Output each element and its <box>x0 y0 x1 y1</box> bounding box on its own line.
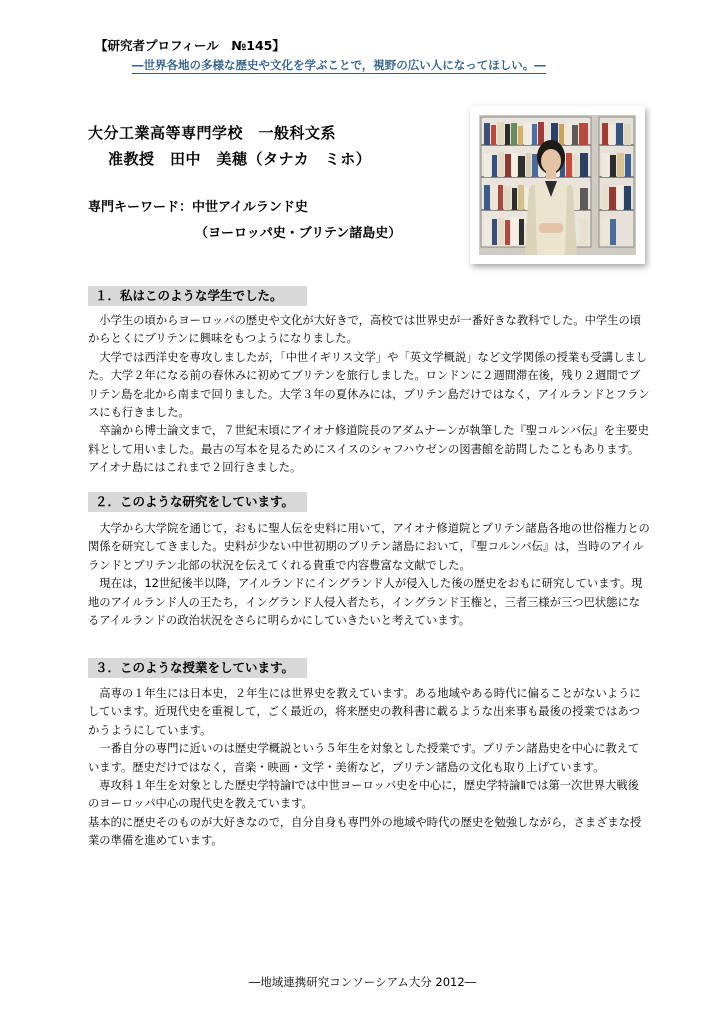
portrait-image <box>479 115 636 255</box>
profile-number-title: 【研究者プロフィール №145】 <box>95 38 285 53</box>
section-2-body <box>88 520 650 630</box>
section-3-paragraph: 一番自分の専門に近いのは歴史学概説という５年生を対象とした授業です。ブリテン諸島史を中心に教えています。歴史だけではなく，音楽・映画・文学・美術など，ブリテン諸島の文化も取り上げています。 <box>88 742 640 774</box>
section-1-body <box>88 312 650 478</box>
research-keyword-sub: （ヨーロッパ史・ブリテン諸島史） <box>195 226 402 241</box>
section-1-paragraph: 大学では西洋史を専攻しましたが，「中世イギリス文学」や「英文学概説」など文学関係の授業も受講しました。大学２年になる前の春休みに初めてブリテンを旅行しました。ロンドンに２週間滞在後，残り２週間でブリテン島を北から南まで回りました。大学３年の夏休みには，ブリテン島だけではなく，アイルランドとフランスにも行きました。 <box>88 350 650 420</box>
school-name: 大分工業高等専門学校 一般科文系 <box>88 124 337 142</box>
section-3-heading: ３．このような授業をしています。 <box>88 658 307 678</box>
profile-tagline: ―世界各地の多様な歴史や文化を学ぶことで，視野の広い人になってほしい。― <box>132 58 546 72</box>
footer-credit: ―地域連携研究コンソーシアム大分 2012― <box>248 975 477 989</box>
section-3-paragraph: 高専の１年生には日本史，２年生には世界史を教えています。ある地域やある時代に偏ることがないようにしています。近現代史を重視して，ごく最近の，将来歴史の教科書に載るような出来事も最後の授業ではあつかうようにしています。 <box>88 687 641 737</box>
section-3-paragraph: 専攻科１年生を対象とした歴史学特論Ⅰでは中世ヨーロッパ史を中心に，歴史学特論Ⅱでは第一次世界大戦後のヨーロッパ中心の現代史を教えています。 <box>88 779 639 811</box>
section-1-paragraph: 卒論から博士論文まで，７世紀末頃にアイオナ修道院長のアダムナーンが執筆した『聖コルンバ伝』を主要史料として用いました。最古の写本を見るためにスイスのシャフハウゼンの図書館を訪問したこともあります。アイオナ島にはこれまで２回行きました。 <box>88 424 649 475</box>
section-2-paragraph: 現在は，12世紀後半以降，アイルランドにイングランド人が侵入した後の歴史をおもに研究しています。現地のアイルランド人の王たち，イングランド人侵入者たち，イングランド王権と，三者三様が三つ巴状態になるアイルランドの政治状況をさらに明らかにしていきたいと考えています。 <box>88 577 643 628</box>
section-2-heading: ２．このような研究をしています。 <box>88 492 307 512</box>
portrait-photo <box>470 106 645 264</box>
section-1-heading: １．私はこのような学生でした。 <box>88 286 307 306</box>
section-3-body <box>88 685 650 851</box>
research-keyword: 専門キーワード：中世アイルランド史 <box>88 200 308 215</box>
section-1-paragraph: 小学生の頃からヨーロッパの歴史や文化が大好きで，高校では世界史が一番好きな教科でした。中学生の頃からとくにブリテンに興味をもつようになりました。 <box>88 314 642 346</box>
person-name: 准教授 田中 美穂（タナカ ミホ） <box>108 150 372 168</box>
section-2-paragraph: 大学から大学院を通じて，おもに聖人伝を史料に用いて，アイオナ修道院とブリテン諸島各地の世俗権力との関係を研究してきました。史料が少ない中世初期のブリテン諸島において，『聖コルンバ伝』は，当時のアイルランドとブリテン北部の状況を伝えてくれる貴重で内容豊富な文献でした。 <box>88 522 650 572</box>
section-3-paragraph: 基本的に歴史そのものが大好きなので，自分自身も専門外の地域や時代の歴史を勉強しながら，さまざまな授業の準備を進めています。 <box>88 815 642 848</box>
